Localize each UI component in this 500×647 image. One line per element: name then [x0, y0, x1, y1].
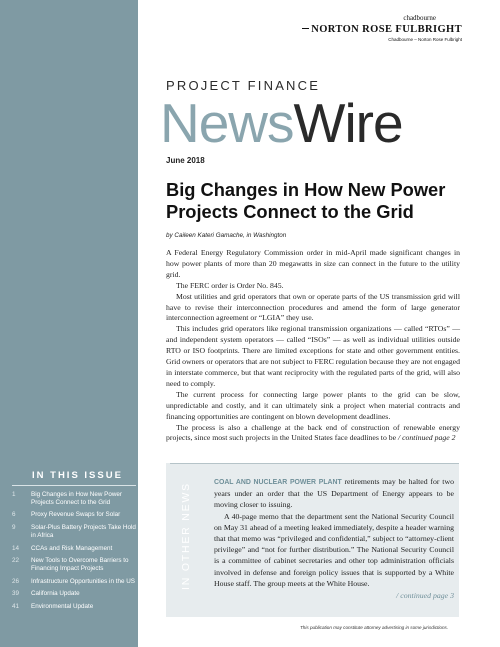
other-news-paragraph — [214, 476, 454, 511]
toc-item[interactable] — [12, 603, 136, 611]
divider — [12, 485, 136, 486]
logo-small-text: chadbourne — [403, 14, 436, 22]
toc-page-number: 22 — [12, 557, 20, 565]
masthead-news: News — [160, 92, 294, 154]
footer-disclaimer: This publication may constitute attorney advertising in some jurisdictions. — [300, 625, 449, 630]
article-byline: by Caileen Kateri Gamache, in Washington — [166, 232, 287, 239]
other-news-label-text: IN OTHER NEWS — [180, 482, 192, 590]
toc-title: Big Changes in How New Power Projects Connect to the Grid — [31, 491, 122, 506]
toc-item[interactable] — [12, 545, 136, 553]
article-paragraph: The current process for connecting large power plants to the grid can be slow, unpredictable and costly, and it can ultimately sink a project when material contracts and financing opportunities are contingent on blown development deadlines. — [166, 389, 460, 421]
masthead-wire: Wire — [293, 92, 403, 154]
other-news-lead: retirements may be halted for two years under an order that the US Department of Energy appears to be moving closer to issuing. — [214, 477, 454, 510]
toc-item[interactable] — [12, 557, 136, 572]
article-paragraph: This includes grid operators like regional transmission organizations — called “RTOs” — and independent system operators — called “ISOs” — as well as individual utilities outside RTO or ISO footprints. There are limited exceptions for state and other government entities. Grid owners or operators that are not subject to FERC regulation because they are not engaged in interstate commerce, but that want reciprocity with the regulated parts of the grid, will also need to comply. — [166, 324, 460, 388]
article-headline: Big Changes in How New Power Projects Connect to the Grid — [166, 179, 446, 222]
other-news-continued-link[interactable]: / continued page 3 — [396, 591, 454, 601]
other-news-paragraph: A 40-page memo that the department sent the National Security Council on May 31 ahead of a meeting leaked immediately, despite a header warning that that memo was “privileged and confidential,” subject to “attorney-client privilege” and “not for further distribution.” The National Security Council is a committee of cabinet secretaries and other top administration officials involved in defense and foreign policy issues that is supported by a White House staff. The group meets at the White House. — [214, 511, 454, 588]
logo-main-text: NORTON ROSE FULBRIGHT — [311, 24, 462, 35]
toc-title: CCAs and Risk Management — [31, 544, 113, 552]
article-paragraph-text: The process is also a challenge at the back end of construction of renewable energy projects, since most such projects in the United States face deadlines to be — [166, 422, 460, 443]
other-news-label — [174, 470, 194, 610]
continued-link[interactable]: / continued page 2 — [398, 433, 456, 443]
toc-title: Proxy Revenue Swaps for Solar — [31, 511, 121, 519]
toc-item[interactable] — [12, 491, 136, 506]
article-body — [166, 248, 460, 444]
toc-title: Infrastructure Opportunities in the US — [31, 577, 135, 585]
toc-title: Environmental Update — [31, 603, 94, 611]
masthead-title — [160, 93, 403, 153]
toc-item[interactable] — [12, 590, 136, 598]
issue-date: June 2018 — [166, 156, 205, 165]
sidebar-panel — [0, 0, 138, 647]
in-this-issue-title: IN THIS ISSUE — [32, 470, 123, 481]
toc-item[interactable] — [12, 578, 136, 586]
toc-page-number: 1 — [12, 491, 16, 498]
firm-logo — [311, 14, 462, 42]
toc-page-number: 9 — [12, 524, 16, 532]
toc-item[interactable] — [12, 511, 136, 519]
logo-sub-text: Chadbourne – Norton Rose Fulbright — [388, 37, 462, 42]
toc-page-number: 39 — [12, 590, 20, 598]
toc-page-number: 14 — [12, 544, 20, 552]
other-news-body — [214, 476, 454, 601]
article-paragraph: The FERC order is Order No. 845. — [176, 280, 284, 290]
article-paragraph-last — [166, 423, 460, 445]
in-this-issue — [12, 470, 136, 616]
logo-mark-icon — [302, 28, 309, 34]
divider — [170, 463, 459, 464]
article-paragraph: Most utilities and grid operators that own or operate parts of the US transmission grid will have to revise their interconnection procedures and amend the form of large generator interconnection agreement or “LGIA” they use. — [166, 291, 460, 323]
article-paragraph: A Federal Energy Regulatory Commission order in mid-April made significant changes in how power plants of more than 20 megawatts in size can connect in the future to the utility grid. — [166, 248, 460, 279]
toc-page-number: 41 — [12, 603, 20, 611]
newsletter-section-label: PROJECT FINANCE — [166, 78, 321, 93]
toc-page-number: 6 — [12, 511, 16, 519]
toc-page-number: 26 — [12, 577, 20, 585]
toc-title: New Tools to Overcome Barriers to Financing Impact Projects — [31, 557, 129, 572]
toc-title: Solar-Plus Battery Projects Take Hold in Africa — [31, 524, 136, 539]
other-news-kicker: COAL AND NUCLEAR POWER PLANT — [214, 479, 342, 486]
toc-title: California Update — [31, 590, 80, 598]
toc-item[interactable] — [12, 524, 136, 539]
